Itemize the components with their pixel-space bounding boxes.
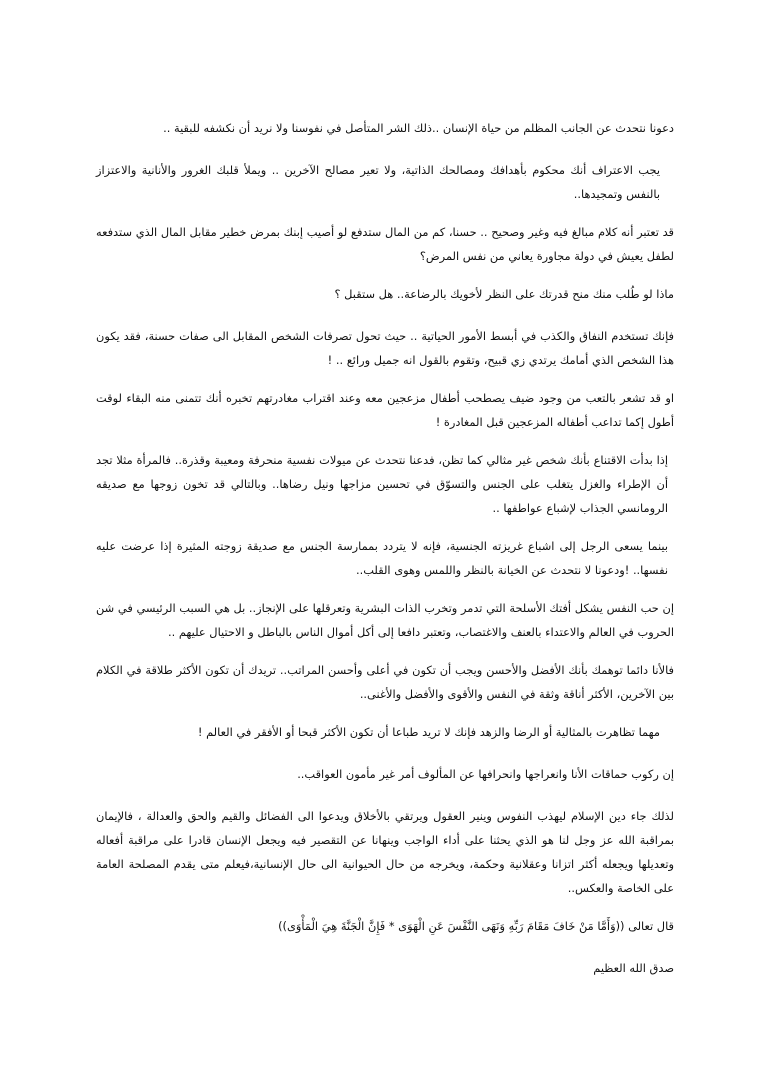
paragraph-11: مهما تظاهرت بالمثالية أو الرضا والزهد فإنك لا تريد طباعا أن تكون الأكثر قبحا أو الأفقر في العالم ! (197, 725, 660, 739)
paragraph-3: قد تعتبر أنه كلام مبالغ فيه وغير وصحيح .. حسنا، كم من المال ستدفع لو أصيب إبنك بمرض خطير مقابل المال الذي ستدفعه لطفل يعيش في دولة مجاورة يعاني من نفس المرض؟ (96, 225, 674, 263)
document-body (96, 116, 674, 980)
paragraph-9: إن حب النفس يشكل أفتك الأسلحة التي تدمر وتخرب الذات البشرية وتعرقلها على الإنجاز.. بل هي السبب الرئيسي في شن الحروب في العالم والاعتداء بالعنف والاغتصاب، وتعتبر دافعا إلى أكل أموال الناس بالباطل و الاحتيال عليهم .. (96, 601, 674, 639)
closing-signoff: صدق الله العظيم (593, 961, 674, 975)
paragraph-4: ماذا لو طُلب منك منح قدرتك على النظر لأخويك بالرضاعة.. هل ستقبل ؟ (334, 287, 674, 301)
paragraph-13: لذلك جاء دين الإسلام ليهذب النفوس وينير العقول ويرتقي بالأخلاق ويدعوا الى الفضائل والقيم والحق والعدالة ، فالإيمان بمراقبة الله عز وجل لنا هو الذي يحثنا على أداء الواجب وينهانا عن التقصير فيه ويجعل الإنسان قادرا على مراقبة أفعاله وتعديلها ويجعله أكثر اتزانا وعقلانية وحكمة، ويخرجه من حال الحيوانية الى حال الإنسانية،فيعلم متى يقدم المصلحة العامة على الخاصة والعكس.. (96, 809, 674, 895)
paragraph-1: دعونا نتحدث عن الجانب المظلم من حياة الإنسان ..ذلك الشر المتأصل في نفوسنا ولا نريد أن نكشفه للبقية .. (163, 121, 674, 135)
quran-verse: قال تعالى ((وَأَمَّا مَنْ خَافَ مَقَامَ رَبِّهِ وَنَهَى النَّفْسَ عَنِ الْهَوَى * فَإِنَّ الْجَنَّةَ هِيَ الْمَأْوَى)) (278, 919, 674, 933)
paragraph-10: فالأنا دائما توهمك بأنك الأفضل والأحسن ويجب أن تكون في أعلى وأحسن المراتب.. تريدك أن تكون الأكثر طلاقة في الكلام بين الآخرين، الأكثر أناقة وثقة في النفس والأقوى والأفضل والأغنى.. (96, 663, 674, 701)
paragraph-5: فإنك تستخدم النفاق والكذب في أبسط الأمور الحياتية .. حيث تحول تصرفات الشخص المقابل الى صفات حسنة، فقد يكون هذا الشخص الذي أمامك يرتدي زي قبيح، وتقوم بالقول انه جميل ورائع .. ! (96, 329, 674, 367)
paragraph-6: او قد تشعر بالتعب من وجود ضيف يصطحب أطفال مزعجين معه وعند اقتراب مغادرتهم تخبره أنك تتمنى منه البقاء لوقت أطول إكما تداعب أطفاله المزعجين قبل المغادرة ! (96, 391, 674, 429)
paragraph-8: بينما يسعى الرجل إلى اشباع غريزته الجنسية، فإنه لا يتردد بممارسة الجنس مع صديقة زوجته المثيرة إذا عرضت عليه نفسها.. !ودعونا لا نتحدث عن الخيانة بالنظر واللمس وهوى القلب.. (96, 539, 668, 577)
paragraph-12: إن ركوب حماقات الأنا وانعراجها وانحرافها عن المألوف أمر غير مأمون العواقب.. (297, 767, 674, 781)
paragraph-2: يجب الاعتراف أنك محكوم بأهدافك ومصالحك الذاتية، ولا تعير مصالح الآخرين .. ويملأ قلبك الغرور والأنانية والاعتزاز بالنفس وتمجيدها.. (96, 163, 660, 201)
paragraph-7: إذا بدأت الاقتناع بأنك شخص غير مثالي كما تظن، فدعنا نتحدث عن ميولات نفسية منحرفة ومعيبة وقذرة.. فالمرأة مثلا تجد أن الإطراء والغزل يتغلب على الجنس والتسوّق في تحسين مزاجها ونيل رضاها.. وبالتالي قد تخون زوجها مع صديقه الرومانسي الجذاب لإشباع عواطفها .. (96, 453, 668, 515)
